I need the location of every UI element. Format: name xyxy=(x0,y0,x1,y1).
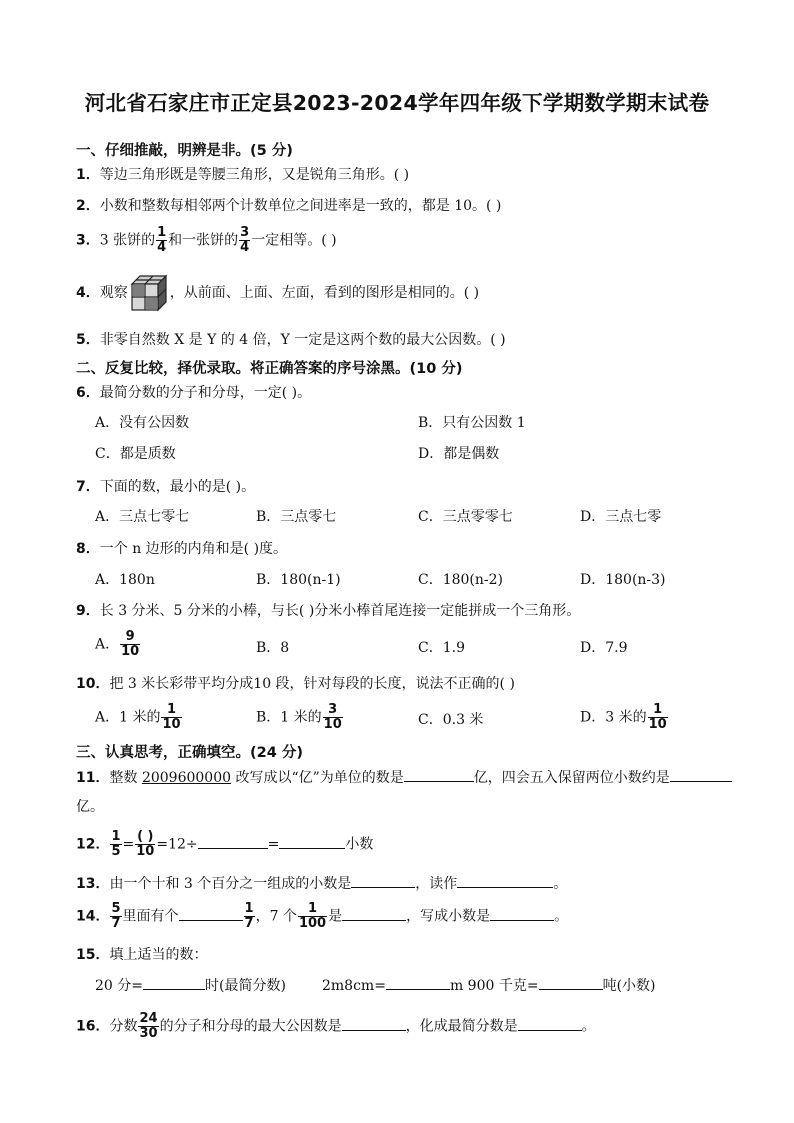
question-text: 里面有个 xyxy=(122,908,179,925)
option-a[interactable]: A．180n xyxy=(95,572,155,588)
answer-blank[interactable] xyxy=(279,834,345,849)
denominator: 30 xyxy=(139,1026,158,1041)
option-a[interactable]: A．没有公因数 xyxy=(95,415,190,431)
numerator: 1 xyxy=(307,901,318,916)
question-text: 长 3 分米、5 分米的小棒，与长( )分米小棒首尾连接一定能拼成一个三角形。 xyxy=(99,603,581,619)
denominator: 4 xyxy=(240,240,250,255)
question-text: ，读作 xyxy=(415,876,458,892)
numerator: 1 xyxy=(157,225,167,240)
numerator: 24 xyxy=(139,1011,158,1026)
question-text: 观察 xyxy=(99,285,128,301)
numerator: 1 xyxy=(244,901,254,916)
answer-blank[interactable] xyxy=(143,975,205,990)
denominator: 10 xyxy=(136,844,155,859)
question-text: 由一个十和 3 个百分之一组成的小数是 xyxy=(109,876,352,892)
denominator: 10 xyxy=(323,717,342,732)
option-label: B．1 米的 xyxy=(256,709,322,726)
fraction xyxy=(161,703,181,732)
question-1 xyxy=(76,165,409,185)
fraction xyxy=(135,830,155,859)
question-text: 整数 xyxy=(109,770,142,786)
question-text: 分数 xyxy=(109,1018,138,1035)
denominator: 4 xyxy=(157,240,167,255)
option-c[interactable]: C．都是质数 xyxy=(95,446,176,462)
question-text: 把 3 米长彩带平均分成10 段，针对每段的长度，说法不正确的( ) xyxy=(109,676,515,692)
numerator: 1 xyxy=(166,702,177,717)
option-b[interactable]: B．三点零七 xyxy=(256,509,337,525)
answer-blank[interactable] xyxy=(670,767,732,782)
question-16 xyxy=(76,1012,596,1041)
prompt-text: 2m8cm= xyxy=(322,978,386,994)
answer-blank[interactable] xyxy=(386,975,450,990)
denominator: 10 xyxy=(121,644,140,659)
question-text: 下面的数，最小的是( )。 xyxy=(99,479,256,495)
denominator: 7 xyxy=(244,916,254,931)
question-text: 和一张饼的 xyxy=(168,232,239,249)
answer-blank[interactable] xyxy=(342,906,406,921)
denominator: 100 xyxy=(298,916,327,931)
option-b[interactable]: B．180(n-1) xyxy=(256,572,341,588)
question-7 xyxy=(76,477,255,497)
question-2 xyxy=(76,196,501,216)
question-number: 2． xyxy=(76,198,100,214)
question-number: 8． xyxy=(76,541,100,557)
numerator-blank[interactable]: ( ) xyxy=(137,829,154,844)
underlined-number: 2009600000 xyxy=(141,770,232,786)
prompt-text: 时(最简分数) xyxy=(205,978,286,994)
question-15 xyxy=(76,945,207,965)
question-text: 一定相等。( ) xyxy=(251,232,337,249)
numerator: 1 xyxy=(653,702,663,717)
question-text: 。 xyxy=(581,1018,596,1035)
question-number: 4． xyxy=(76,285,100,301)
question-11 xyxy=(76,767,732,788)
fraction xyxy=(156,226,167,255)
fraction xyxy=(239,226,250,255)
question-text: ，7 个 xyxy=(255,908,297,925)
question-text: 亿，四会五入保留两位小数约是 xyxy=(473,770,670,786)
denominator: 7 xyxy=(111,916,121,931)
prompt-text: m 900 千克= xyxy=(449,978,539,994)
question-number: 16． xyxy=(76,1018,110,1035)
question-number: 11． xyxy=(76,770,110,786)
question-8 xyxy=(76,539,287,559)
fraction xyxy=(138,1012,158,1041)
question-6 xyxy=(76,383,311,403)
option-label: D．3 米的 xyxy=(580,709,647,726)
option-d[interactable]: D．都是偶数 xyxy=(418,446,500,462)
question-text: ，写成小数是 xyxy=(406,908,491,925)
question-text: 改写成以“亿”为单位的数是 xyxy=(231,770,404,786)
section-3-heading: 三、认真思考，正确填空。(24 分) xyxy=(76,745,303,761)
question-15-part-1 xyxy=(95,975,286,996)
question-text: =12÷ xyxy=(156,836,198,853)
question-text: 非零自然数 X 是 Y 的 4 倍，Y 一定是这两个数的最大公因数。( ) xyxy=(99,332,506,348)
question-5 xyxy=(76,330,506,350)
numerator: 3 xyxy=(328,702,338,717)
question-3 xyxy=(76,226,337,255)
question-text: 最简分数的分子和分母，一定( )。 xyxy=(99,385,312,401)
question-number: 15． xyxy=(76,947,110,963)
option-b[interactable] xyxy=(256,703,344,732)
question-text: 一个 n 边形的内角和是( )度。 xyxy=(99,541,288,557)
fraction xyxy=(110,830,121,859)
question-14 xyxy=(76,902,568,931)
answer-blank[interactable] xyxy=(404,767,474,782)
denominator: 5 xyxy=(111,844,121,859)
denominator: 10 xyxy=(162,717,181,732)
question-text: 。 xyxy=(554,908,569,925)
answer-blank[interactable] xyxy=(351,873,415,888)
question-10 xyxy=(76,674,515,694)
question-text: 等边三角形既是等腰三角形，又是锐角三角形。( ) xyxy=(99,167,410,183)
question-number: 6． xyxy=(76,385,100,401)
option-label: A． xyxy=(95,636,120,653)
question-text: 。 xyxy=(553,876,568,892)
question-number: 5． xyxy=(76,332,100,348)
question-text: 是 xyxy=(328,908,343,925)
option-a[interactable] xyxy=(95,630,141,659)
question-number: 7． xyxy=(76,479,100,495)
question-number: 13． xyxy=(76,876,110,892)
question-number: 10． xyxy=(76,676,110,692)
numerator: 3 xyxy=(240,225,250,240)
option-label: A．1 米的 xyxy=(95,709,161,726)
option-a[interactable]: A．三点七零七 xyxy=(95,509,190,525)
section-1-heading: 一、仔细推敲，明辨是非。(5 分) xyxy=(76,143,293,159)
answer-blank[interactable] xyxy=(179,906,243,921)
denominator: 10 xyxy=(648,717,667,732)
question-12 xyxy=(76,830,373,859)
question-text: 3 张饼的 xyxy=(99,232,156,249)
answer-blank[interactable] xyxy=(342,1016,406,1031)
question-4 xyxy=(76,272,479,314)
question-9 xyxy=(76,601,580,621)
question-text: 填上适当的数： xyxy=(109,947,208,963)
option-d[interactable]: D．三点七零 xyxy=(580,509,662,525)
fraction xyxy=(298,902,327,931)
question-text: 小数 xyxy=(345,836,374,853)
answer-blank[interactable] xyxy=(198,834,268,849)
answer-blank[interactable] xyxy=(457,873,553,888)
option-b[interactable]: B．8 xyxy=(256,640,290,656)
numerator: 9 xyxy=(125,629,135,644)
fraction xyxy=(648,703,668,732)
option-c[interactable]: C．0.3 米 xyxy=(418,712,484,728)
option-b[interactable]: B．只有公因数 1 xyxy=(418,415,526,431)
equals-sign: = xyxy=(122,836,135,853)
fraction xyxy=(323,703,343,732)
numerator: 5 xyxy=(111,901,121,916)
option-d[interactable] xyxy=(580,703,669,732)
question-text: 的分子和分母的最大公因数是 xyxy=(159,1018,342,1035)
question-13 xyxy=(76,873,567,894)
question-text: 小数和整数每相邻两个计数单位之间进率是一致的，都是 10。( ) xyxy=(99,198,502,214)
question-number: 9． xyxy=(76,603,100,619)
question-number: 14． xyxy=(76,908,110,925)
answer-blank[interactable] xyxy=(539,975,603,990)
cube-stack-figure xyxy=(128,272,170,314)
question-number: 3． xyxy=(76,232,100,249)
question-15-part-2 xyxy=(322,975,656,996)
option-d[interactable]: D．7.9 xyxy=(580,640,628,656)
option-a[interactable] xyxy=(95,703,183,732)
fraction xyxy=(244,902,255,931)
fraction xyxy=(120,630,140,659)
equals-sign: = xyxy=(267,836,280,853)
question-number: 12． xyxy=(76,836,110,853)
question-text: ，从前面、上面、左面，看到的图形是相同的。( ) xyxy=(169,285,480,301)
page-title: 河北省石家庄市正定县2023-2024学年四年级下学期数学期末试卷 xyxy=(84,91,710,115)
question-number: 1． xyxy=(76,167,100,183)
option-c[interactable]: C．三点零零七 xyxy=(418,509,513,525)
answer-blank[interactable] xyxy=(490,906,554,921)
prompt-text: 吨(小数) xyxy=(602,978,656,994)
option-d[interactable]: D．180(n-3) xyxy=(580,572,666,588)
answer-blank[interactable] xyxy=(518,1016,582,1031)
prompt-text: 20 分= xyxy=(95,978,143,994)
numerator: 1 xyxy=(111,829,121,844)
section-2-heading: 二、反复比较，择优录取。将正确答案的序号涂黑。(10 分) xyxy=(76,361,463,377)
question-text: ，化成最简分数是 xyxy=(405,1018,518,1035)
option-c[interactable]: C．180(n-2) xyxy=(418,572,504,588)
option-c[interactable]: C．1.9 xyxy=(418,640,465,656)
fraction xyxy=(110,902,121,931)
question-11-continued: 亿。 xyxy=(76,799,104,815)
